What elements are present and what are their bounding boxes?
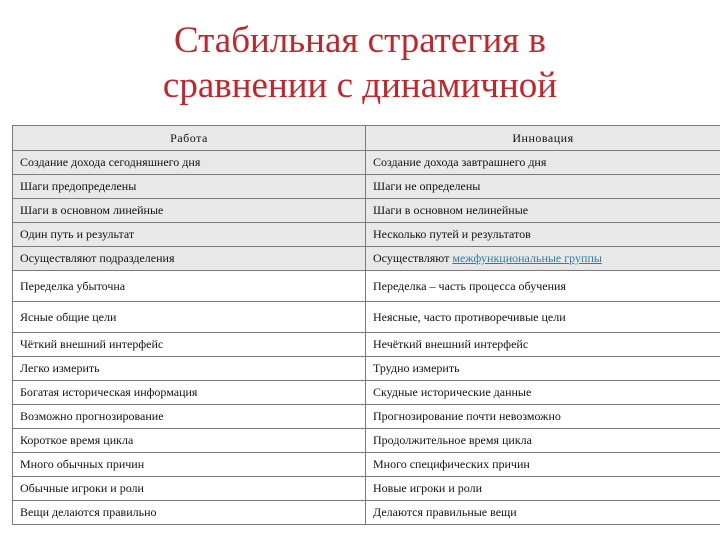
cell-work: Осуществляют подразделения bbox=[13, 247, 366, 271]
cell-work: Ясные общие цели bbox=[13, 302, 366, 333]
header-innovation: Инновация bbox=[366, 126, 720, 151]
cell-work: Переделка убыточна bbox=[13, 271, 366, 302]
cell-work: Шаги в основном линейные bbox=[13, 199, 366, 223]
table-row bbox=[13, 453, 720, 477]
comparison-table bbox=[12, 125, 720, 525]
cell-work: Короткое время цикла bbox=[13, 429, 366, 453]
table-row bbox=[13, 223, 720, 247]
cell-innovation: Несколько путей и результатов bbox=[366, 223, 720, 247]
table-row bbox=[13, 333, 720, 357]
cell-work: Богатая историческая информация bbox=[13, 381, 366, 405]
cell-innovation: Продолжительное время цикла bbox=[366, 429, 720, 453]
table-row bbox=[13, 429, 720, 453]
cell-work: Легко измерить bbox=[13, 357, 366, 381]
cell-innovation: Неясные, часто противоречивые цели bbox=[366, 302, 720, 333]
table-row bbox=[13, 271, 720, 302]
cell-innovation-text: Осуществляют bbox=[373, 251, 453, 265]
table-header-row bbox=[13, 126, 720, 151]
cell-innovation: Скудные исторические данные bbox=[366, 381, 720, 405]
cell-work: Один путь и результат bbox=[13, 223, 366, 247]
table-row bbox=[13, 405, 720, 429]
cell-work: Шаги предопределены bbox=[13, 175, 366, 199]
cell-work: Много обычных причин bbox=[13, 453, 366, 477]
table-row bbox=[13, 381, 720, 405]
title-line-2: сравнении с динамичной bbox=[162, 65, 558, 106]
table-row bbox=[13, 501, 720, 525]
cell-work: Чёткий внешний интерфейс bbox=[13, 333, 366, 357]
cell-innovation: Много специфических причин bbox=[366, 453, 720, 477]
cell-innovation: Нечёткий внешний интерфейс bbox=[366, 333, 720, 357]
cell-innovation: Делаются правильные вещи bbox=[366, 501, 720, 525]
cell-innovation bbox=[366, 247, 720, 271]
cell-work: Обычные игроки и роли bbox=[13, 477, 366, 501]
header-work: Работа bbox=[13, 126, 366, 151]
table-row bbox=[13, 151, 720, 175]
cell-innovation: Создание дохода завтрашнего дня bbox=[366, 151, 720, 175]
title-line-1: Стабильная стратегия в bbox=[173, 20, 546, 61]
cell-work: Создание дохода сегодняшнего дня bbox=[13, 151, 366, 175]
cell-work: Вещи делаются правильно bbox=[13, 501, 366, 525]
table-row bbox=[13, 247, 720, 271]
cell-innovation: Переделка – часть процесса обучения bbox=[366, 271, 720, 302]
cell-innovation: Прогнозирование почти невозможно bbox=[366, 405, 720, 429]
cell-innovation: Шаги в основном нелинейные bbox=[366, 199, 720, 223]
table-row bbox=[13, 302, 720, 333]
slide-title bbox=[0, 18, 720, 108]
cell-innovation: Новые игроки и роли bbox=[366, 477, 720, 501]
table-row bbox=[13, 199, 720, 223]
table-row bbox=[13, 477, 720, 501]
cell-innovation: Шаги не определены bbox=[366, 175, 720, 199]
table-row bbox=[13, 175, 720, 199]
table-row bbox=[13, 357, 720, 381]
cell-work: Возможно прогнозирование bbox=[13, 405, 366, 429]
cross-functional-groups-link[interactable]: межфункциональные группы bbox=[452, 251, 602, 265]
cell-innovation: Трудно измерить bbox=[366, 357, 720, 381]
